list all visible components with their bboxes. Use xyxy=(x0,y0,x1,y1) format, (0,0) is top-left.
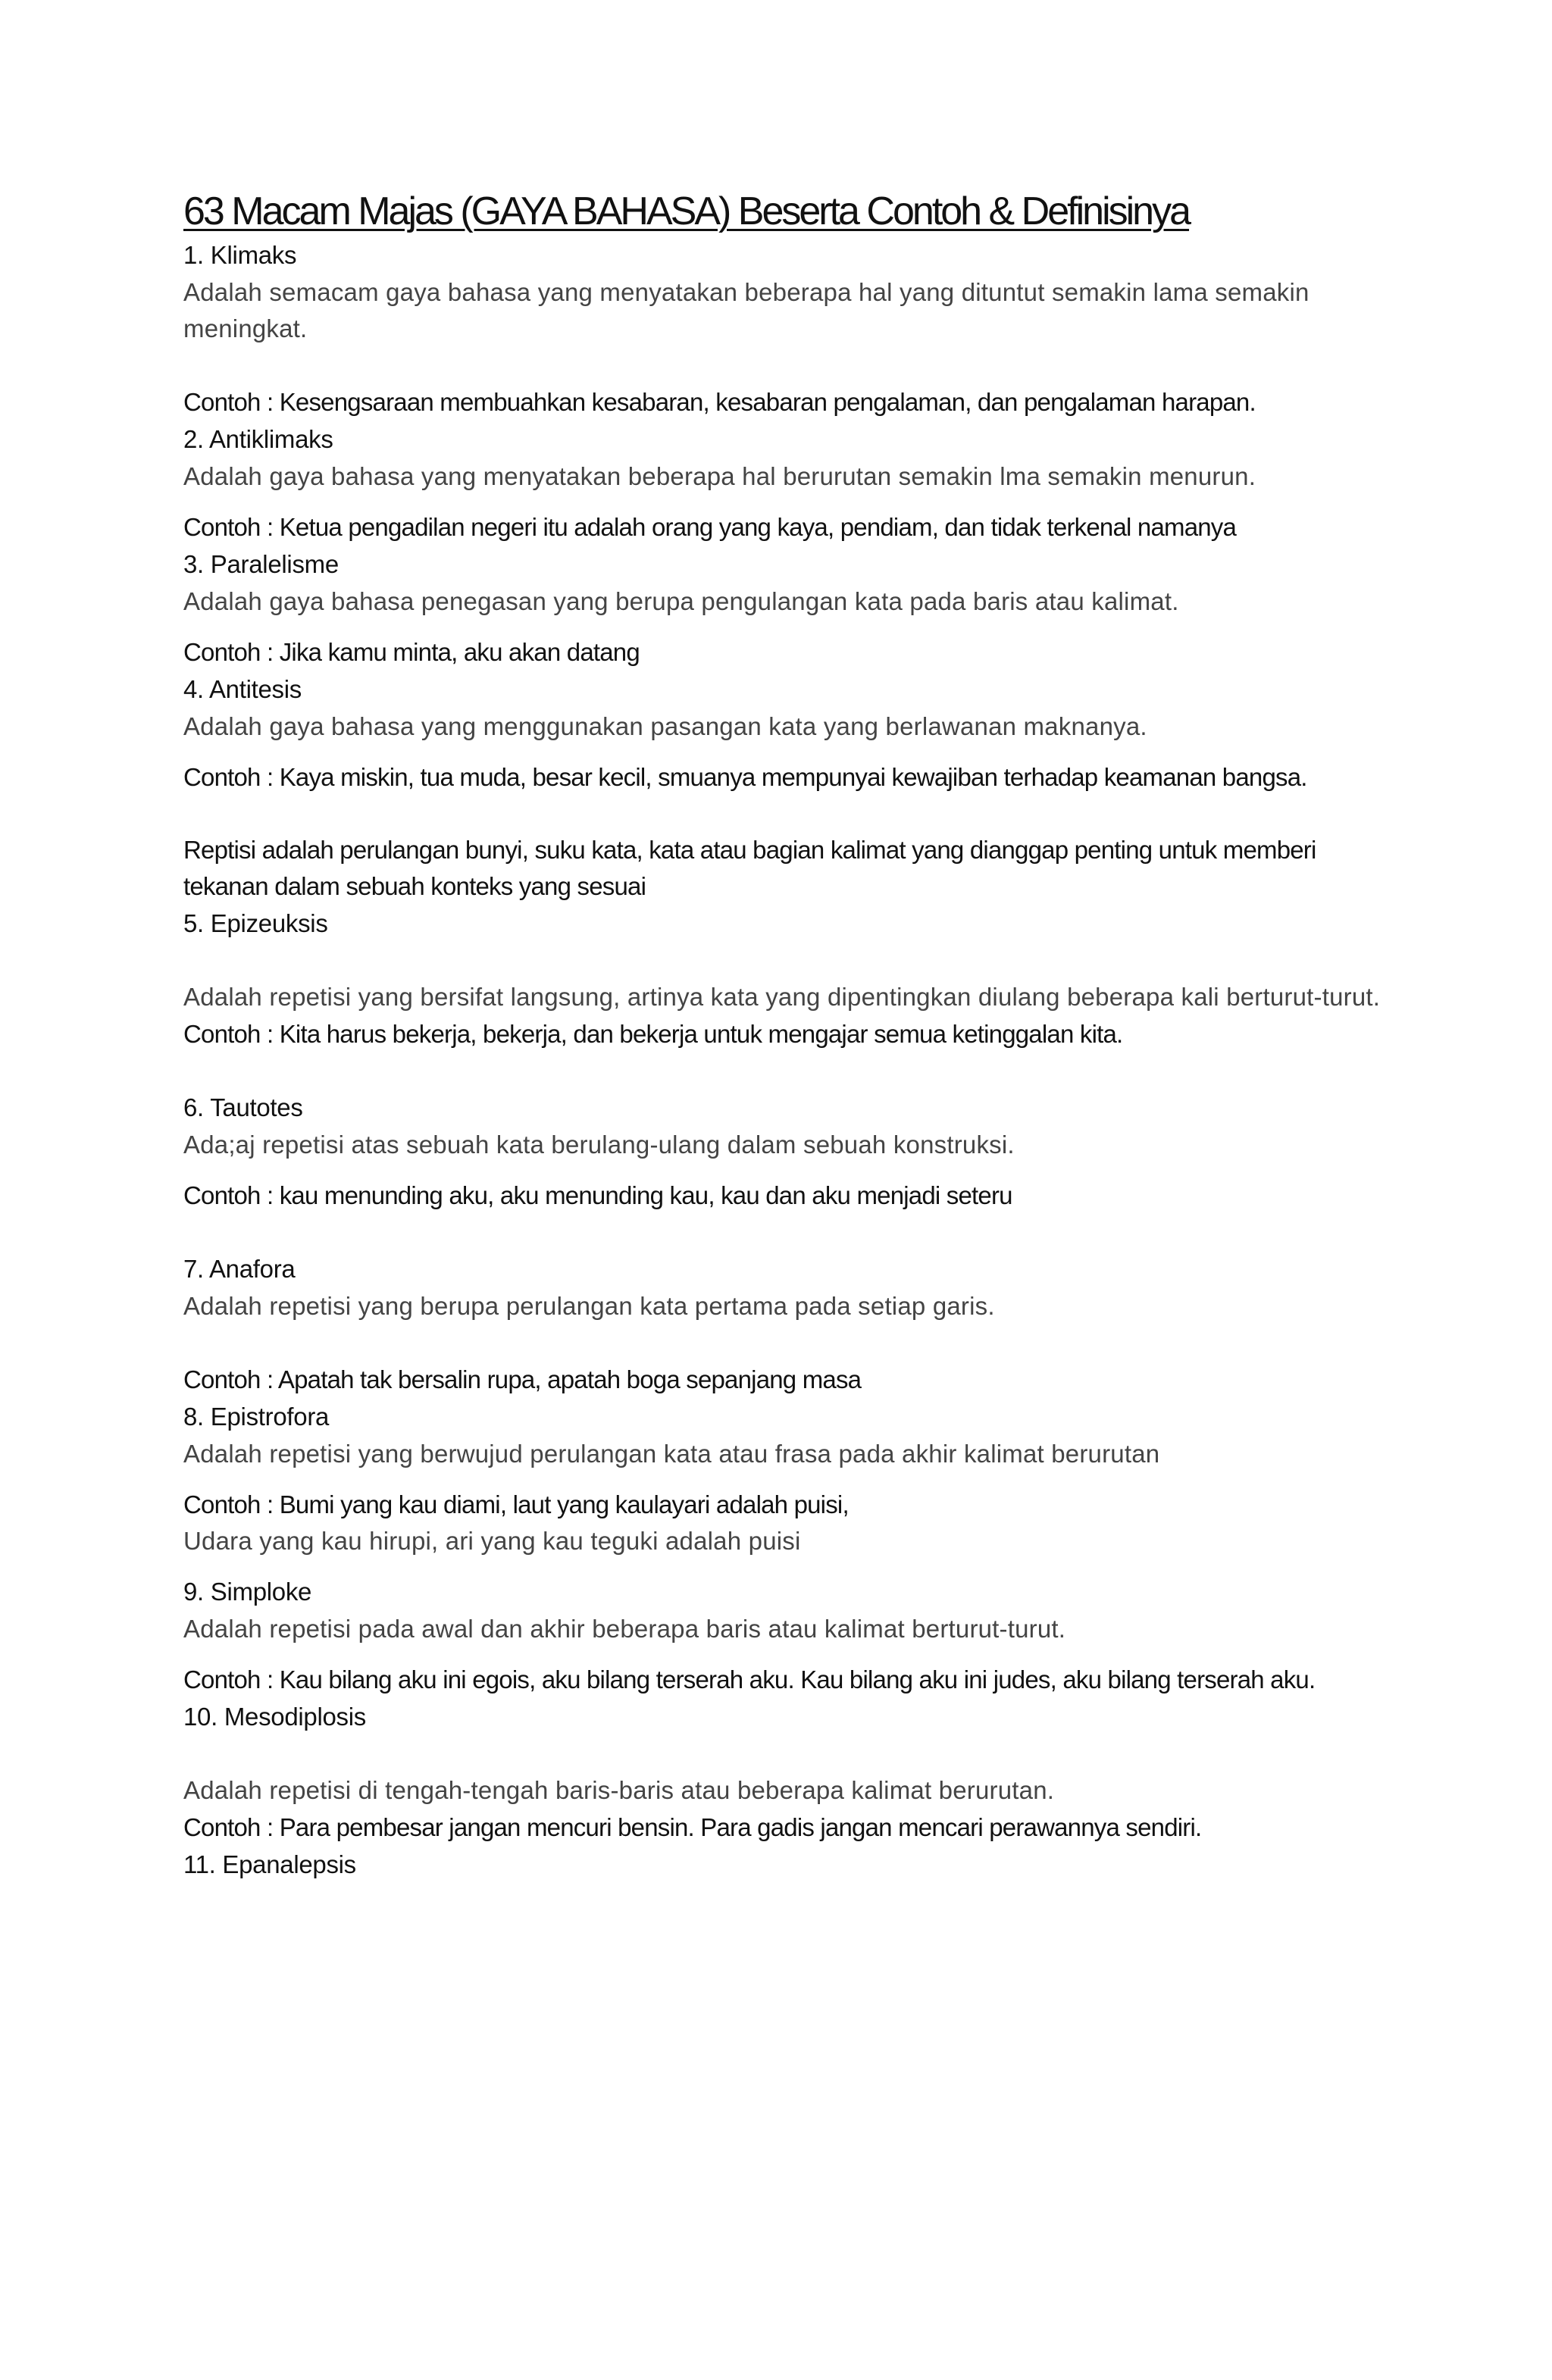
section-example-paralelisme: Contoh : Jika kamu minta, aku akan datang xyxy=(183,638,640,666)
section-heading-antiklimaks: 2. Antiklimaks xyxy=(183,425,333,453)
section-heading-simploke: 9. Simploke xyxy=(183,1578,312,1606)
section-example-antiklimaks: Contoh : Ketua pengadilan negeri itu adalah orang yang kaya, pendiam, dan tidak terkenal namanya xyxy=(183,513,1237,541)
section-example-epistrofora-continued: Udara yang kau hirupi, ari yang kau teguki adalah puisi xyxy=(183,1527,801,1555)
section-example-simploke: Contoh : Kau bilang aku ini egois, aku bilang terserah aku. Kau bilang aku ini judes, aku bilang terserah aku. xyxy=(183,1665,1316,1694)
section-definition-antiklimaks: Adalah gaya bahasa yang menyatakan beberapa hal berurutan semakin lma semakin menurun. xyxy=(183,462,1256,490)
section-example-epistrofora: Contoh : Bumi yang kau diami, laut yang kaulayari adalah puisi, xyxy=(183,1490,849,1518)
section-definition-simploke: Adalah repetisi pada awal dan akhir beberapa baris atau kalimat berturut-turut. xyxy=(183,1615,1066,1643)
section-heading-anafora: 7. Anafora xyxy=(183,1255,296,1283)
section-example-antitesis: Contoh : Kaya miskin, tua muda, besar kecil, smuanya mempunyai kewajiban terhadap keamanan bangsa. xyxy=(183,763,1307,791)
document-title: 63 Macam Majas (GAYA BAHASA) Beserta Contoh & Definisinya xyxy=(183,189,1190,233)
section-example-klimaks: Contoh : Kesengsaraan membuahkan kesabaran, kesabaran pengalaman, dan pengalaman harapan. xyxy=(183,388,1256,416)
section-heading-antitesis: 4. Antitesis xyxy=(183,675,302,703)
section-definition-mesodiplosis: Adalah repetisi di tengah-tengah baris-baris atau beberapa kalimat berurutan. xyxy=(183,1776,1055,1804)
section-example-tautotes: Contoh : kau menunding aku, aku menunding kau, kau dan aku menjadi seteru xyxy=(183,1181,1012,1209)
section-heading-paralelisme: 3. Paralelisme xyxy=(183,550,339,578)
section-definition-klimaks: Adalah semacam gaya bahasa yang menyatakan beberapa hal yang dituntut semakin lama semakin meningkat. xyxy=(183,278,1310,342)
section-definition-anafora: Adalah repetisi yang berupa perulangan kata pertama pada setiap garis. xyxy=(183,1292,995,1320)
section-heading-epizeuksis: 5. Epizeuksis xyxy=(183,909,328,937)
document-page xyxy=(183,186,1381,1884)
section-heading-mesodiplosis: 10. Mesodiplosis xyxy=(183,1703,366,1731)
repetisi-note: Reptisi adalah perulangan bunyi, suku kata, kata atau bagian kalimat yang dianggap penting untuk memberi tekanan dalam sebuah konteks yang sesuai xyxy=(183,836,1316,900)
section-example-anafora: Contoh : Apatah tak bersalin rupa, apatah boga sepanjang masa xyxy=(183,1365,862,1393)
section-definition-paralelisme: Adalah gaya bahasa penegasan yang berupa pengulangan kata pada baris atau kalimat. xyxy=(183,587,1179,615)
section-example-epizeuksis: Contoh : Kita harus bekerja, bekerja, dan bekerja untuk mengajar semua ketinggalan kita. xyxy=(183,1020,1123,1048)
section-definition-epistrofora: Adalah repetisi yang berwujud perulangan kata atau frasa pada akhir kalimat berurutan xyxy=(183,1440,1160,1468)
section-definition-epizeuksis: Adalah repetisi yang bersifat langsung, artinya kata yang dipentingkan diulang beberapa kali berturut-turut. xyxy=(183,983,1381,1011)
section-heading-tautotes: 6. Tautotes xyxy=(183,1093,303,1121)
section-definition-antitesis: Adalah gaya bahasa yang menggunakan pasangan kata yang berlawanan maknanya. xyxy=(183,712,1147,740)
section-heading-klimaks: 1. Klimaks xyxy=(183,241,297,269)
section-example-mesodiplosis: Contoh : Para pembesar jangan mencuri bensin. Para gadis jangan mencari perawannya sendiri. xyxy=(183,1813,1202,1841)
section-heading-epanalepsis: 11. Epanalepsis xyxy=(183,1850,356,1878)
section-definition-tautotes: Ada;aj repetisi atas sebuah kata berulang-ulang dalam sebuah konstruksi. xyxy=(183,1131,1015,1159)
section-heading-epistrofora: 8. Epistrofora xyxy=(183,1403,330,1431)
